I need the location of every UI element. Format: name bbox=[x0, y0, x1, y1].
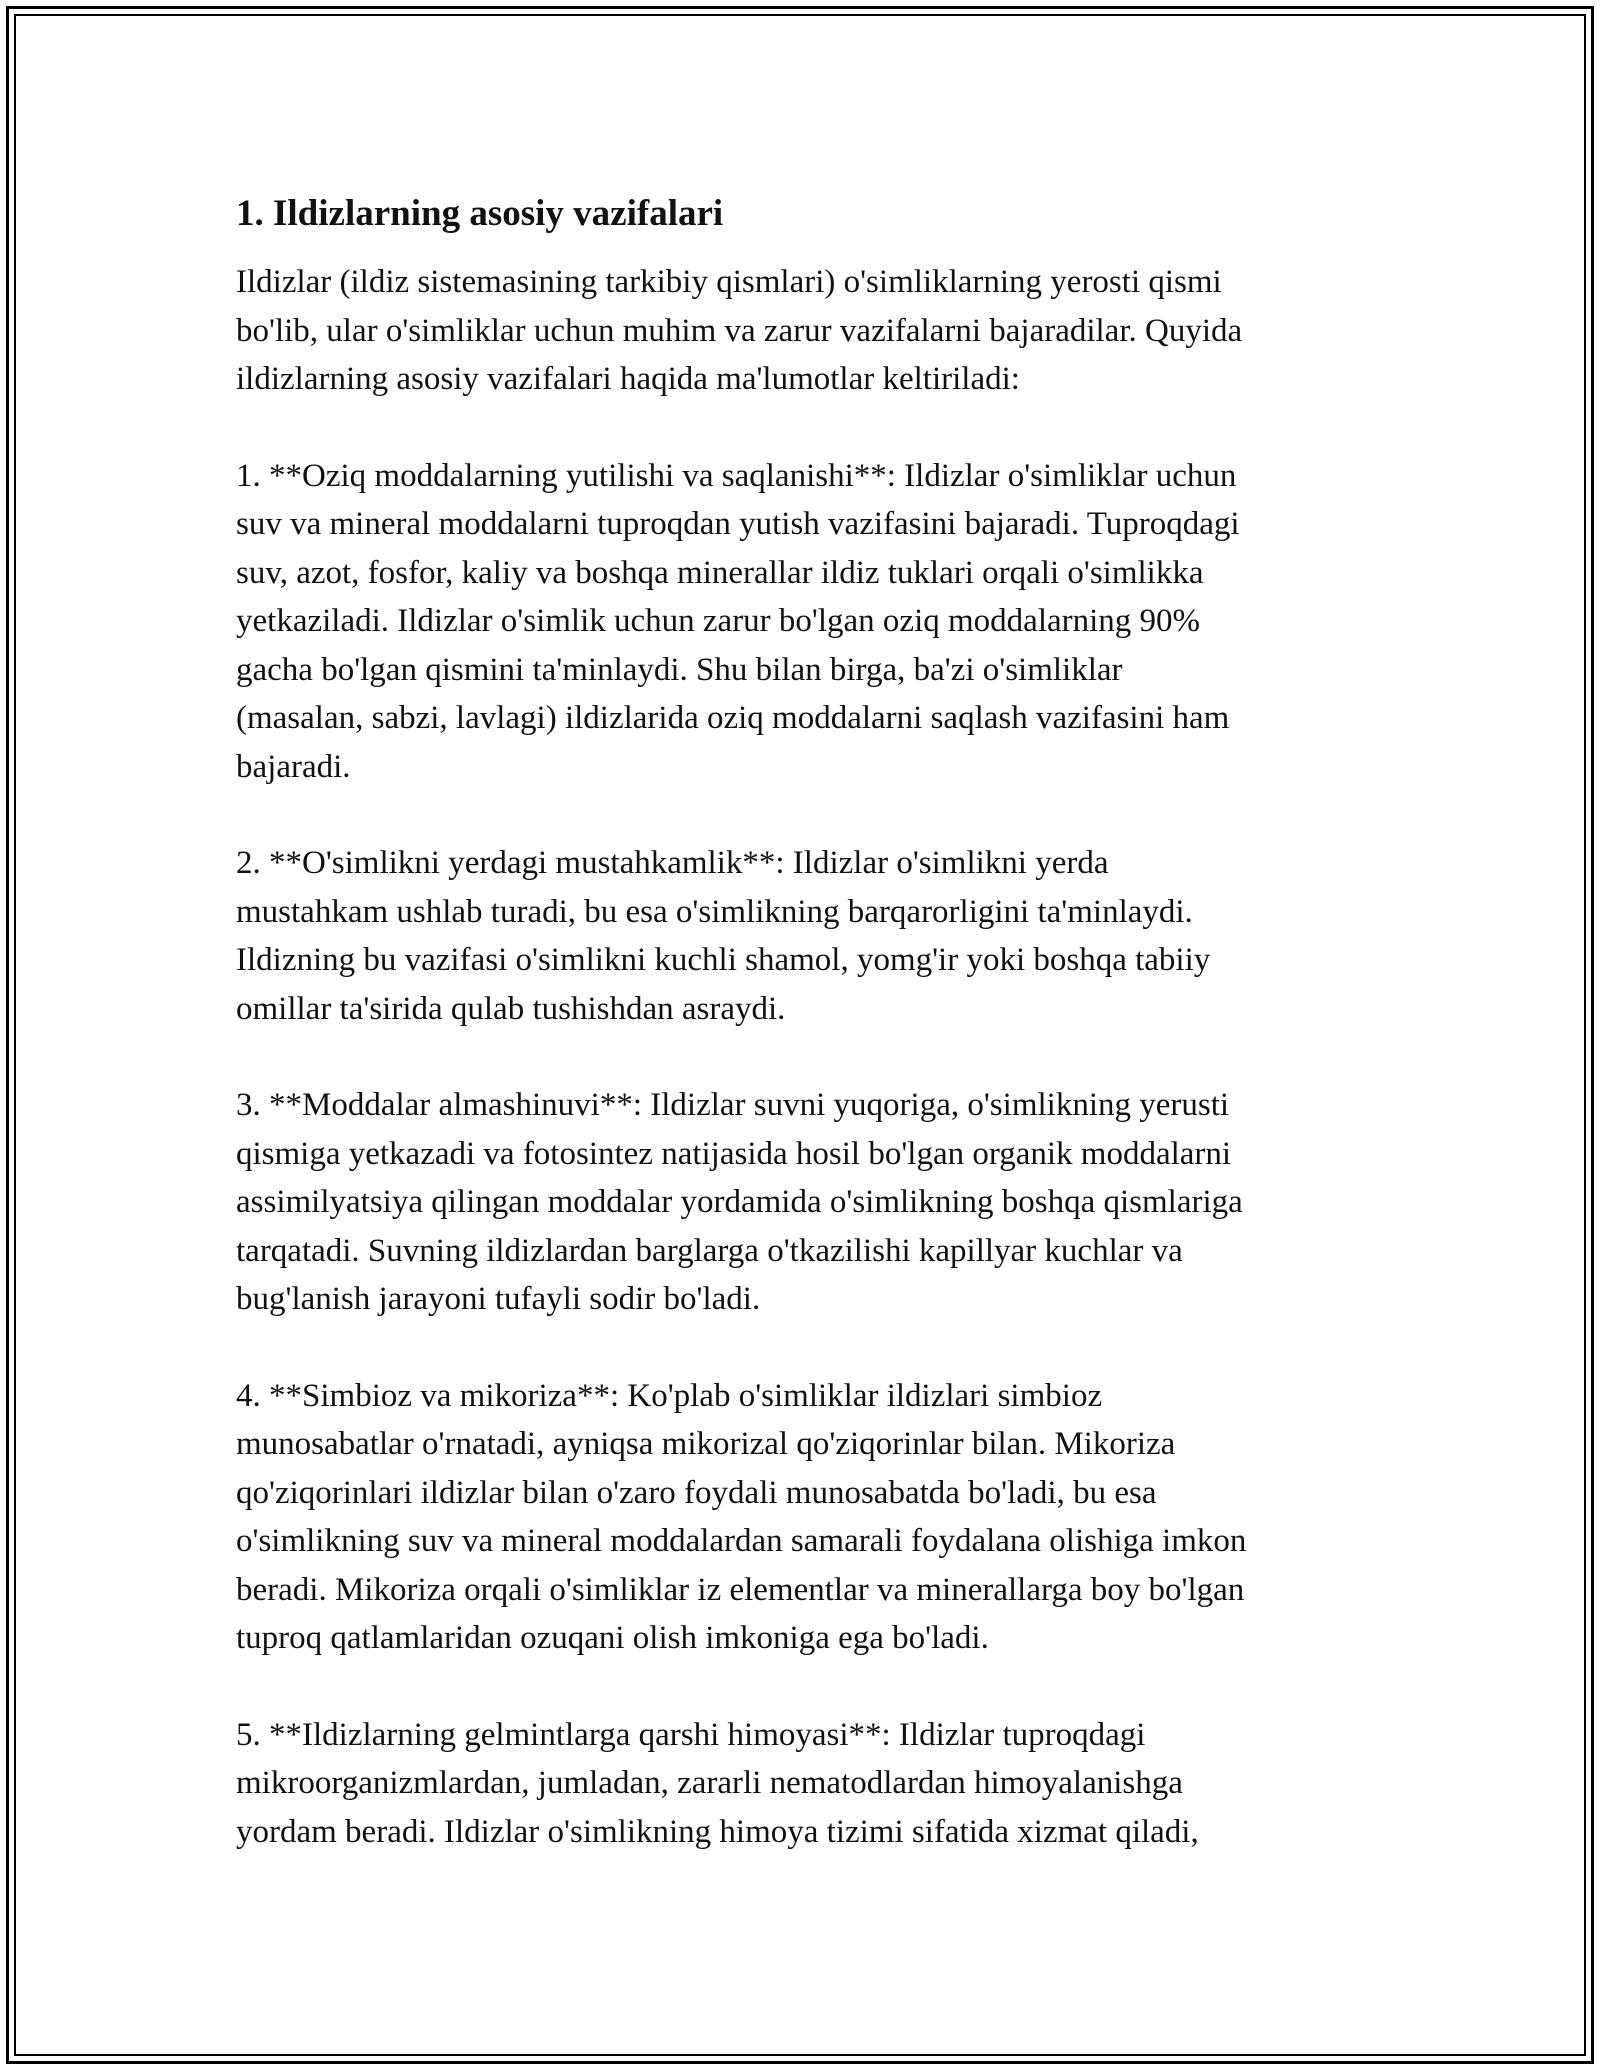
list-item-5-paragraph: 5. **Ildizlarning gelmintlarga qarshi himoyasi**: Ildizlar tuproqdagi mikroorganizmlardan, jumladan, zararli nematodlardan himoyalanishga yordam beradi. Ildizlar o'simlikning himoya tizimi sifatida xizmat qiladi, bbox=[236, 1716, 1199, 1850]
list-item-1-paragraph: 1. **Oziq moddalarning yutilishi va saqlanishi**: Ildizlar o'simliklar uchun suv va mineral moddalarni tuproqdan yutish vazifasini bajaradi. Tuproqdagi suv, azot, fosfor, kaliy va boshqa minerallar ildiz tuklari orqali o'simlikka yetkaziladi. Ildizlar o'simlik uchun zarur bo'lgan oziq moddalarning 90% gacha bo'lgan qismini ta'minlaydi. Shu bilan birga, ba'zi o'simliklar (masalan, sabzi, lavlagi) ildizlarida oziq moddalarni saqlash vazifasini ham bajaradi. bbox=[236, 457, 1240, 785]
section-heading: 1. Ildizlarning asosiy vazifalari bbox=[236, 193, 724, 234]
intro-paragraph: Ildizlar (ildiz sistemasining tarkibiy qismlari) o'simliklarning yerosti qismi bo'lib, ular o'simliklar uchun muhim va zarur vazifalarni bajaradilar. Quyida ildizlarning asosiy vazifalari haqida ma'lumotlar keltiriladi: bbox=[236, 264, 1243, 397]
list-item-4-paragraph: 4. **Simbioz va mikoriza**: Ko'plab o'simliklar ildizlari simbioz munosabatlar o'rnatadi, ayniqsa mikorizal qo'ziqorinlar bilan. Mikoriza qo'ziqorinlari ildizlar bilan o'zaro foydali munosabatda bo'ladi, bu esa o'simlikning suv va mineral moddalardan samarali foydalana olishiga imkon beradi. Mikoriza orqali o'simliklar iz elementlar va minerallarga boy bo'lgan tuproq qatlamlaridan ozuqani olish imkoniga ega bo'ladi. bbox=[236, 1377, 1247, 1656]
document-body bbox=[236, 186, 1366, 1904]
list-item-3-paragraph: 3. **Moddalar almashinuvi**: Ildizlar suvni yuqoriga, o'simlikning yerusti qismiga yetkazadi va fotosintez natijasida hosil bo'lgan organik moddalarni assimilyatsiya qilingan moddalar yordamida o'simlikning boshqa qismlariga tarqatadi. Suvning ildizlardan barglarga o'tkazilishi kapillyar kuchlar va bug'lanish jarayoni tufayli sodir bo'ladi. bbox=[236, 1087, 1243, 1317]
list-item-2-paragraph: 2. **O'simlikni yerdagi mustahkamlik**: Ildizlar o'simlikni yerda mustahkam ushlab turadi, bu esa o'simlikning barqarorligini ta'minlaydi. Ildizning bu vazifasi o'simlikni kuchli shamol, yomg'ir yoki boshqa tabiiy omillar ta'sirida qulab tushishdan asraydi. bbox=[236, 845, 1211, 1027]
